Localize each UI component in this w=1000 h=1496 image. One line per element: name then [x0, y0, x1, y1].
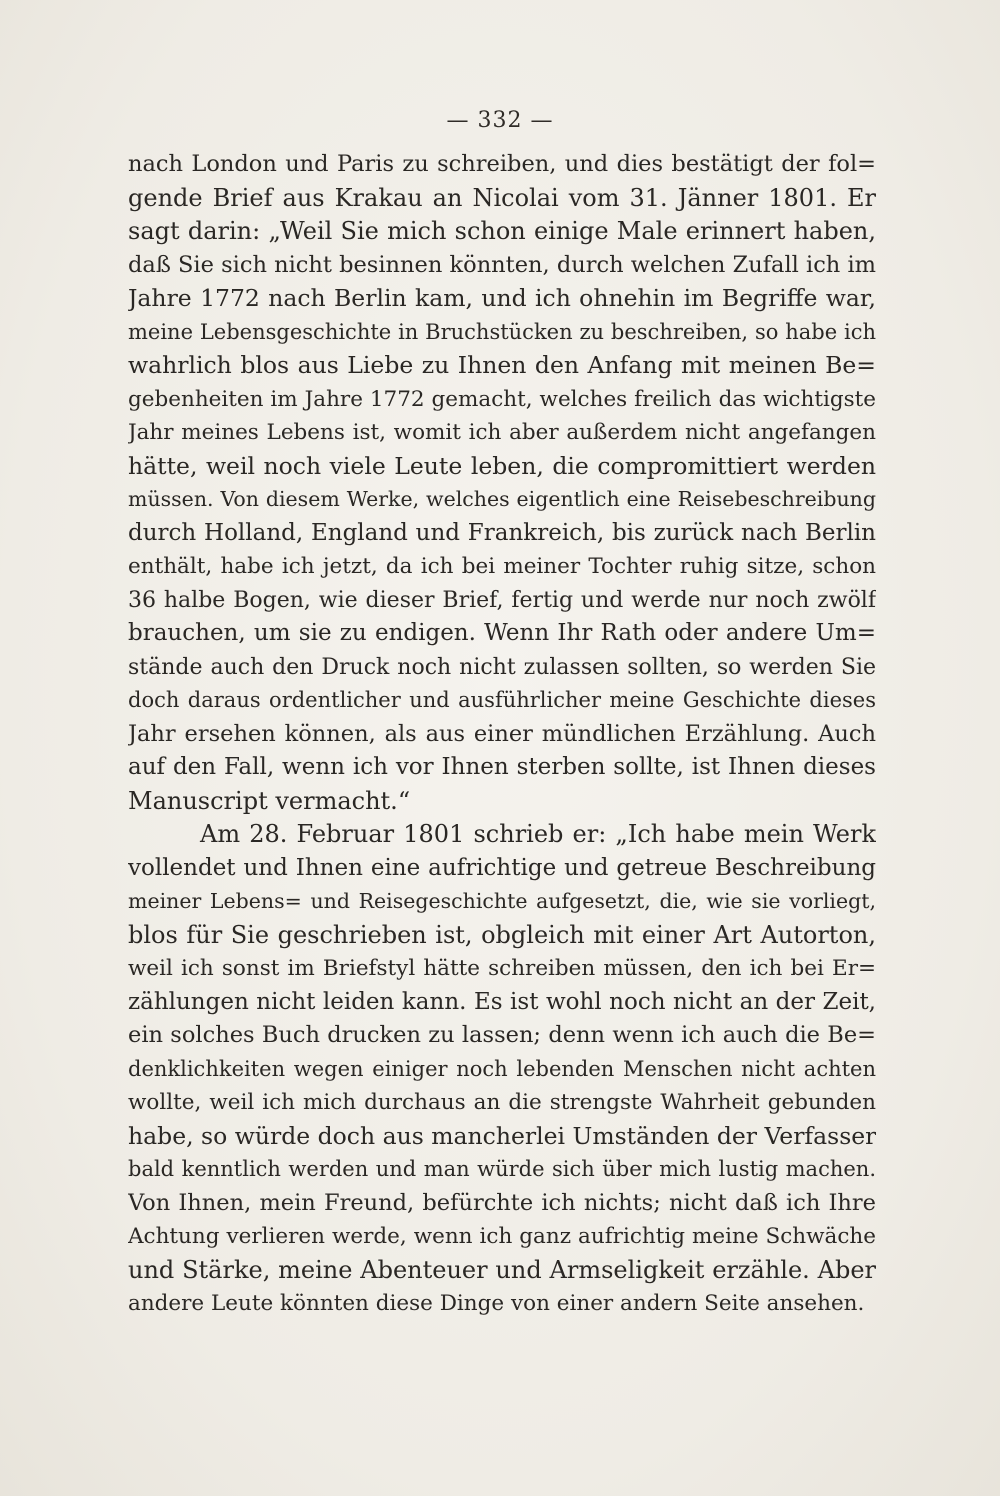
text-line: hätte, weil noch viele Leute leben, die compromittiert werden: [128, 451, 876, 480]
text-line: blos für Sie geschrieben ist, obgleich mit einer Art Autorton,: [128, 920, 876, 949]
text-line: Achtung verlieren werde, wenn ich ganz aufrichtig meine Schwäche: [128, 1224, 876, 1249]
text-line: Jahr meines Lebens ist, womit ich aber außerdem nicht angefangen: [128, 420, 876, 445]
text-line: denklichkeiten wegen einiger noch lebenden Menschen nicht achten: [128, 1056, 876, 1081]
text-line: meiner Lebens= und Reisegeschichte aufgesetzt, die, wie sie vorliegt,: [128, 889, 876, 913]
text-line: vollendet und Ihnen eine aufrichtige und getreue Beschreibung: [128, 854, 876, 881]
text-line: sagt darin: „Weil Sie mich schon einige Male erinnert haben,: [128, 217, 876, 245]
text-line: durch Holland, England und Frankreich, bis zurück nach Berlin: [128, 519, 876, 546]
text-line: andere Leute könnten diese Dinge von einer andern Seite ansehen.: [128, 1291, 865, 1316]
text-line: enthält, habe ich jetzt, da ich bei meiner Tochter ruhig sitze, schon: [128, 554, 876, 579]
text-line: Am 28. Februar 1801 schrieb er: „Ich habe mein Werk: [200, 820, 876, 848]
text-line: stände auch den Druck noch nicht zulassen sollten, so werden Sie: [128, 654, 876, 680]
page-number: — 332 —: [446, 108, 554, 133]
text-line: meine Lebensgeschichte in Bruchstücken zu beschreiben, so habe ich: [128, 319, 876, 344]
paragraph: [128, 818, 876, 1321]
text-line: daß Sie sich nicht besinnen könnten, durch welchen Zufall ich im: [128, 251, 876, 278]
text-line: Jahr ersehen können, als aus einer mündlichen Erzählung. Auch: [128, 720, 876, 747]
text-line: wollte, weil ich mich durchaus an die strengste Wahrheit gebunden: [128, 1090, 876, 1115]
text-line: bald kenntlich werden und man würde sich über mich lustig machen.: [128, 1157, 876, 1181]
text-line: weil ich sonst im Briefstyl hätte schreiben müssen, den ich bei Er=: [128, 956, 876, 981]
text-line: Manuscript vermacht.“: [128, 786, 411, 815]
text-line: Von Ihnen, mein Freund, befürchte ich nichts; nicht daß ich Ihre: [128, 1189, 876, 1216]
text-line: ein solches Buch drucken zu lassen; denn wenn ich auch die Be=: [128, 1022, 876, 1048]
body-text: [128, 148, 876, 1321]
text-line: Jahre 1772 nach Berlin kam, und ich ohnehin im Begriffe war,: [128, 284, 876, 312]
text-line: gende Brief aus Krakau an Nicolai vom 31. Jänner 1801. Er: [128, 183, 876, 212]
text-line: wahrlich blos aus Liebe zu Ihnen den Anfang mit meinen Be=: [128, 351, 876, 379]
text-line: gebenheiten im Jahre 1772 gemacht, welches freilich das wichtigste: [128, 386, 876, 412]
text-line: zählungen nicht leiden kann. Es ist wohl noch nicht an der Zeit,: [128, 988, 876, 1015]
text-line: nach London und Paris zu schreiben, und dies bestätigt der fol=: [128, 151, 876, 177]
text-line: müssen. Von diesem Werke, welches eigentlich eine Reisebeschreibung: [128, 487, 876, 511]
text-line: 36 halbe Bogen, wie dieser Brief, fertig und werde nur noch zwölf: [128, 587, 876, 613]
text-line: habe, so würde doch aus mancherlei Umständen der Verfasser: [128, 1121, 876, 1150]
paragraph: [128, 148, 876, 818]
text-line: doch daraus ordentlicher und ausführlicher meine Geschichte dieses: [128, 688, 876, 712]
text-line: brauchen, um sie zu endigen. Wenn Ihr Rath oder andere Um=: [128, 620, 876, 646]
text-line: auf den Fall, wenn ich vor Ihnen sterben sollte, ist Ihnen dieses: [128, 754, 876, 780]
text-line: und Stärke, meine Abenteuer und Armseligkeit erzähle. Aber: [128, 1255, 876, 1284]
